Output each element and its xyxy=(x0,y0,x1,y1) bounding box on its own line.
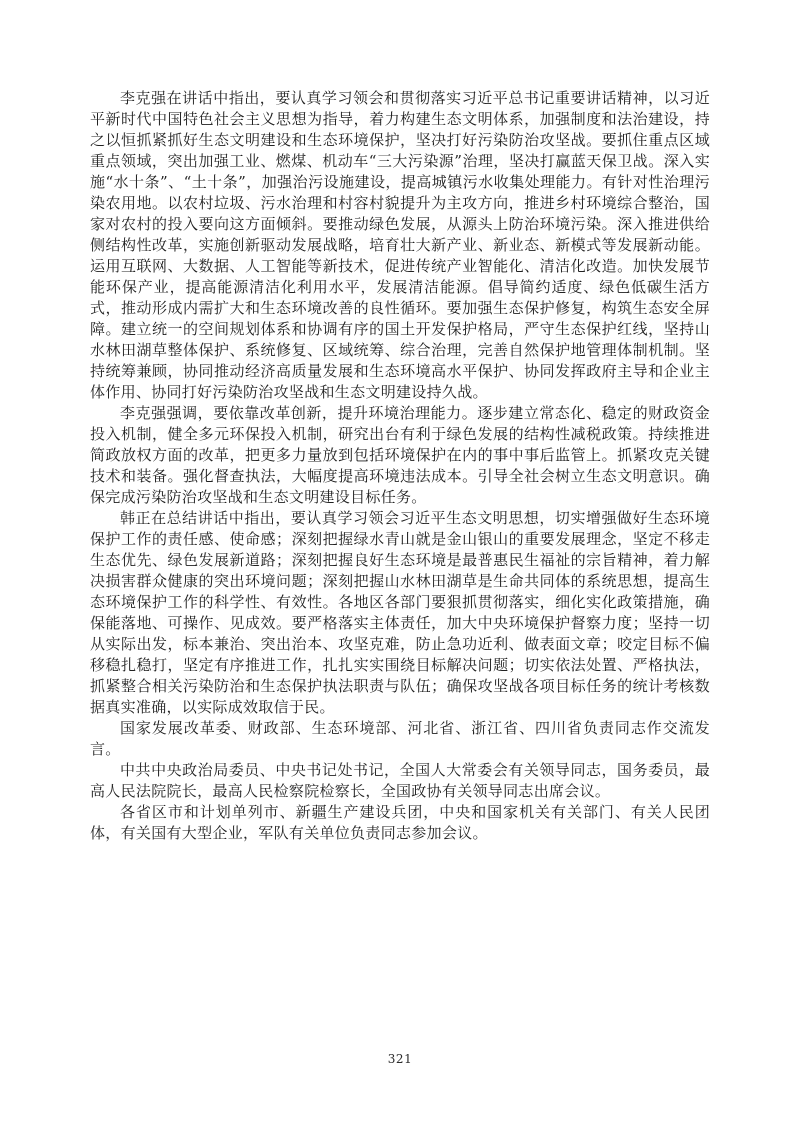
page-number: 321 xyxy=(387,1052,413,1066)
page-footer xyxy=(0,1048,800,1067)
paragraph-3: 韩正在总结讲话中指出，要认真学习领会习近平生态文明思想，切实增强做好生态环境保护工作的责任感、使命感；深刻把握绿水青山就是金山银山的重要发展理念，坚定不移走生态优先、绿色发展新道路；深刻把握良好生态环境是最普惠民生福祉的宗旨精神，着力解决损害群众健康的突出环境问题；深刻把握山水林田湖草是生命共同体的系统思想，提高生态环境保护工作的科学性、有效性。各地区各部门要狠抓贯彻落实，细化实化政策措施，确保能落地、可操作、见成效。要严格落实主体责任，加大中央环境保护督察力度；坚持一切从实际出发，标本兼治、突出治本、攻坚克难，防止急功近利、做表面文章；咬定目标不偏移稳扎稳打，坚定有序推进工作，扎扎实实围绕目标解决问题；切实依法处置、严格执法，抓紧整合相关污染防治和生态保护执法职责与队伍；确保攻坚战各项目标任务的统计考核数据真实准确，以实际成效取信于民。 xyxy=(90,509,710,716)
document-body xyxy=(90,88,710,844)
paragraph-6: 各省区市和计划单列市、新疆生产建设兵团，中央和国家机关有关部门、有关人民团体，有关国有大型企业，军队有关单位负责同志参加会议。 xyxy=(90,803,710,842)
paragraph-1: 李克强在讲话中指出，要认真学习领会和贯彻落实习近平总书记重要讲话精神，以习近平新时代中国特色社会主义思想为指导，着力构建生态文明体系，加强制度和法治建设，持之以恒抓紧抓好生态文明建设和生态环境保护，坚决打好污染防治攻坚战。要抓住重点区域重点领域，突出加强工业、燃煤、机动车“三大污染源”治理，坚决打赢蓝天保卫战。深入实施“水十条”、“土十条”，加强治污设施建设，提高城镇污水收集处理能力。有针对性治理污染农用地。以农村垃圾、污水治理和村容村貌提升为主攻方向，推进乡村环境综合整治，国家对农村的投入要向这方面倾斜。要推动绿色发展，从源头上防治环境污染。深入推进供给侧结构性改革，实施创新驱动发展战略，培育壮大新产业、新业态、新模式等发展新动能。运用互联网、大数据、人工智能等新技术，促进传统产业智能化、清洁化改造。加快发展节能环保产业，提高能源清洁化利用水平，发展清洁能源。倡导简约适度、绿色低碳生活方式，推动形成内需扩大和生态环境改善的良性循环。要加强生态保护修复，构筑生态安全屏障。建立统一的空间规划体系和协调有序的国土开发保护格局，严守生态保护红线，坚持山水林田湖草整体保护、系统修复、区域统筹、综合治理，完善自然保护地管理体制机制。坚持统筹兼顾，协同推动经济高质量发展和生态环境高水平保护、协同发挥政府主导和企业主体作用、协同打好污染防治攻坚战和生态文明建设持久战。 xyxy=(90,89,710,401)
paragraph-5: 中共中央政治局委员、中央书记处书记，全国人大常委会有关领导同志，国务委员，最高人民法院院长，最高人民检察院检察长，全国政协有关领导同志出席会议。 xyxy=(90,761,710,800)
paragraph-4: 国家发展改革委、财政部、生态环境部、河北省、浙江省、四川省负责同志作交流发言。 xyxy=(90,719,710,758)
paragraph-2: 李克强强调，要依靠改革创新，提升环境治理能力。逐步建立常态化、稳定的财政资金投入机制，健全多元环保投入机制，研究出台有利于绿色发展的结构性减税政策。持续推进简政放权方面的改革，把更多力量放到包括环境保护在内的事中事后监管上。抓紧攻克关键技术和装备。强化督查执法，大幅度提高环境违法成本。引导全社会树立生态文明意识。确保完成污染防治攻坚战和生态文明建设目标任务。 xyxy=(90,404,710,506)
